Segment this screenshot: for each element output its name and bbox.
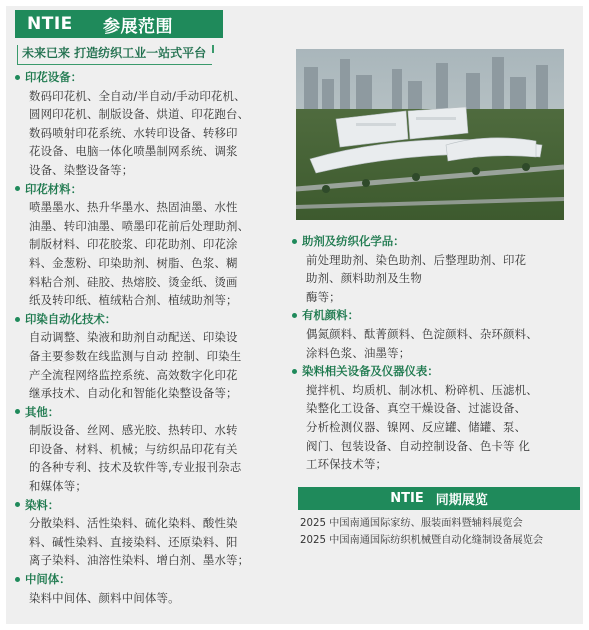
concurrent-title: 同期展览 <box>435 493 488 508</box>
section-intermediates <box>13 570 277 607</box>
section-title: 助剂及纺织化学品： <box>302 234 405 248</box>
venue-illustration <box>296 49 564 220</box>
venue-photo <box>296 49 564 220</box>
section-organic-pigments <box>290 306 560 362</box>
section-auxiliaries <box>290 232 560 306</box>
section-body: 制版设备、丝网、感光胶、热转印、水转 印设备、材料、机械；与纺织品印花有关 的各种专利、技术及软件等,专业报刊杂志 和媒体等； <box>29 423 242 494</box>
section-body: 搅拌机、均质机、制冰机、粉碎机、压滤机、 染整化工设备、真空干燥设备、过滤设备、 分析检测仪器、镍网、反应罐、储罐、泵、 阀门、包装设备、自动控制设备、色卡等 化 工环保技术等； <box>306 382 538 472</box>
section-printing-equipment <box>13 68 277 180</box>
section-title: 中间体： <box>25 572 71 587</box>
section-title: 染料相关设备及仪器仪表： <box>302 364 439 379</box>
section-body: 偶氮颜料、酞菁颜料、色淀颜料、杂环颜料、 涂料色浆、油墨等； <box>306 326 538 360</box>
section-printing-materials <box>13 180 277 310</box>
section-body: 喷墨墨水、热升华墨水、热固油墨、水性 油墨、转印油墨、喷墨印花前后处理助剂、 制版材料、印花胶浆、印花助剂、印花涂 料、金葱粉、印染助剂、树脂、色浆、糊 料粘合剂、硅胶、热熔胶、烫金纸、烫画 纸及转印纸、植绒粘合剂、植绒助剂等； <box>29 200 250 308</box>
section-automation-tech <box>13 310 277 403</box>
right-column <box>290 232 560 474</box>
section-title: 印花设备： <box>25 70 82 84</box>
header-title: 参展范围 <box>103 16 173 37</box>
concurrent-header-banner <box>298 487 580 510</box>
left-column <box>13 68 277 607</box>
concurrent-events <box>300 516 584 549</box>
section-title: 染料： <box>25 497 60 512</box>
section-body: 染料中间体、颜料中间体等。 <box>29 590 180 605</box>
bullet-dot-icon <box>292 313 297 318</box>
section-title: 印染自动化技术： <box>25 311 117 326</box>
bullet-dot-icon <box>15 317 20 322</box>
bullet-dot-icon <box>15 75 20 80</box>
section-dyes <box>13 496 277 570</box>
bullet-dot-icon <box>15 502 20 507</box>
scope-header-banner <box>15 10 223 38</box>
section-title: 有机颜料： <box>302 308 359 323</box>
slogan-bracket <box>212 45 214 53</box>
header-brand: NTIE <box>27 14 73 34</box>
section-title: 印花材料： <box>25 181 82 196</box>
concurrent-brand: NTIE <box>390 491 424 506</box>
event-item: 2025 中国南通国际家纺、服装面料暨辅料展览会 <box>300 518 523 529</box>
section-body: 自动调整、染液和助剂自动配送、印染设 备主要参数在线监测与自动 控制、印染生 产全流程网络监控系统、高效数字化印花 继承技术、自动化和智能化染整设备等； <box>29 330 242 401</box>
bullet-dot-icon <box>292 369 297 374</box>
slogan <box>17 45 212 65</box>
slogan-text: 未来已来 打造纺织工业一站式平台 <box>22 46 207 60</box>
event-item: 2025 中国南通国际纺织机械暨自动化缝制设备展览会 <box>300 534 544 546</box>
section-body: 数码印花机、全自动/半自动/手动印花机、 圆网印花机、制版设备、烘道、印花跑台、 数码喷射印花系统、水转印设备、转移印 花设备、电脑一体化喷墨制网系统、调浆 设备、染整设备等； <box>29 88 250 177</box>
section-dye-equipment <box>290 362 560 474</box>
bullet-dot-icon <box>292 239 297 244</box>
section-body: 前处理助剂、染色助剂、后整理助剂、印花 助剂、颜料助剂及生物 酶等； <box>306 252 527 304</box>
bullet-dot-icon <box>15 577 20 582</box>
section-body: 分散染料、活性染料、硫化染料、酸性染 料、碱性染料、直接染料、还原染料、阳 离子染料、油溶性染料、增白剂、墨水等； <box>29 516 250 568</box>
section-other <box>13 403 277 496</box>
bullet-dot-icon <box>15 186 20 191</box>
section-title: 其他： <box>25 404 60 419</box>
bullet-dot-icon <box>15 409 20 414</box>
